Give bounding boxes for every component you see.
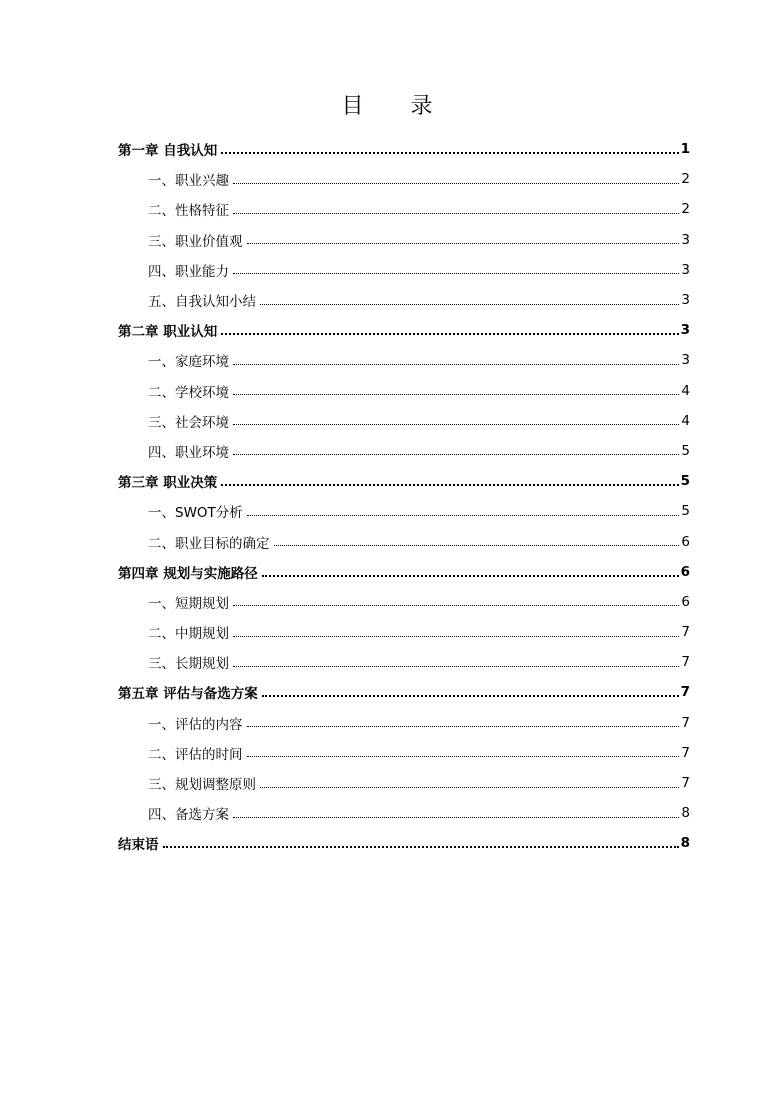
toc-section-entry[interactable]: [118, 255, 690, 285]
dot-leader: [233, 410, 679, 425]
toc-chapter-entry[interactable]: [118, 828, 690, 858]
toc-page-number: 5: [681, 442, 690, 459]
toc-page-number: 2: [681, 201, 690, 218]
dot-leader: [247, 742, 680, 757]
toc-entry-label: 三、长期规划: [148, 656, 229, 673]
toc-section-entry[interactable]: [118, 708, 690, 738]
toc-entry-label: 二、中期规划: [148, 626, 229, 643]
toc-page-number: 3: [680, 322, 690, 339]
dot-leader: [233, 350, 679, 365]
dot-leader: [274, 531, 680, 546]
toc-entry-label: 二、性格特征: [148, 203, 229, 220]
toc-page-number: 5: [680, 473, 690, 490]
toc-section-entry[interactable]: [118, 738, 690, 768]
toc-chapter-entry[interactable]: [118, 677, 690, 707]
dot-leader: [260, 290, 679, 305]
dot-leader: [233, 440, 679, 455]
toc-entry-label: 三、社会环境: [148, 414, 229, 431]
toc-page-number: 3: [681, 261, 690, 278]
toc-section-entry[interactable]: [118, 647, 690, 677]
dot-leader: [221, 138, 678, 154]
dot-leader: [233, 591, 679, 606]
dot-leader: [233, 622, 679, 637]
toc-page-number: 6: [681, 533, 690, 550]
toc-page-number: 6: [681, 593, 690, 610]
toc-section-entry[interactable]: [118, 496, 690, 526]
toc-page-number: 4: [681, 382, 690, 399]
toc-section-entry[interactable]: [118, 345, 690, 375]
dot-leader: [233, 259, 679, 274]
toc-section-entry[interactable]: [118, 436, 690, 466]
toc-entry-label: 一、评估的内容: [148, 716, 243, 733]
toc-section-entry[interactable]: [118, 376, 690, 406]
toc-entry-label: 三、规划调整原则: [148, 777, 256, 794]
toc-chapter-entry[interactable]: [118, 466, 690, 496]
toc-chapter-entry[interactable]: [118, 557, 690, 587]
toc-entry-label: 三、职业价值观: [148, 233, 243, 250]
dot-leader: [221, 319, 678, 335]
toc-section-entry[interactable]: [118, 406, 690, 436]
toc-page-number: 6: [680, 563, 690, 580]
toc-entry-label: 四、备选方案: [148, 807, 229, 824]
dot-leader: [260, 773, 679, 788]
toc-section-entry[interactable]: [118, 768, 690, 798]
toc-page-number: 7: [681, 744, 690, 761]
toc-page-number: 3: [681, 292, 690, 309]
toc-page-number: 7: [680, 684, 690, 701]
toc-entry-label: 五、自我认知小结: [148, 294, 256, 311]
toc-entry-label: 第四章 规划与实施路径: [118, 565, 258, 582]
toc-chapter-entry[interactable]: [118, 134, 690, 164]
dot-leader: [233, 803, 679, 818]
dot-leader: [163, 832, 679, 848]
toc-page-number: 5: [681, 503, 690, 520]
toc-entry-label: 二、学校环境: [148, 384, 229, 401]
toc-page-number: 3: [681, 231, 690, 248]
dot-leader: [233, 199, 679, 214]
dot-leader: [233, 380, 679, 395]
toc-page-number: 1: [680, 141, 690, 158]
toc-entry-label: 四、职业能力: [148, 263, 229, 280]
toc-page-number: 7: [681, 624, 690, 641]
toc-section-entry[interactable]: [118, 587, 690, 617]
dot-leader: [233, 169, 679, 184]
toc-section-entry[interactable]: [118, 194, 690, 224]
toc-entry-label: 四、职业环境: [148, 444, 229, 461]
table-of-contents: [118, 134, 690, 859]
toc-entry-label: 第三章 职业决策: [118, 475, 218, 492]
toc-section-entry[interactable]: [118, 285, 690, 315]
toc-entry-label: 一、家庭环境: [148, 354, 229, 371]
toc-entry-label: 一、职业兴趣: [148, 173, 229, 190]
dot-leader: [247, 712, 680, 727]
toc-page-number: 7: [681, 775, 690, 792]
toc-entry-label: 第一章 自我认知: [118, 143, 218, 160]
toc-entry-label: 第五章 评估与备选方案: [118, 686, 258, 703]
toc-page-number: 8: [680, 835, 690, 852]
dot-leader: [221, 470, 678, 486]
toc-chapter-entry[interactable]: [118, 315, 690, 345]
toc-page-number: 7: [681, 654, 690, 671]
dot-leader: [247, 229, 680, 244]
toc-entry-label: 第二章 职业认知: [118, 324, 218, 341]
toc-section-entry[interactable]: [118, 164, 690, 194]
toc-page-number: 8: [681, 805, 690, 822]
toc-section-entry[interactable]: [118, 225, 690, 255]
toc-entry-label: 结束语: [118, 837, 159, 854]
dot-leader: [247, 501, 680, 516]
toc-entry-label: 二、评估的时间: [148, 746, 243, 763]
dot-leader: [262, 681, 679, 697]
toc-page-number: 2: [681, 171, 690, 188]
dot-leader: [233, 652, 679, 667]
toc-section-entry[interactable]: [118, 617, 690, 647]
toc-entry-label: 一、短期规划: [148, 595, 229, 612]
dot-leader: [262, 561, 679, 577]
toc-page-number: 3: [681, 352, 690, 369]
toc-section-entry[interactable]: [118, 798, 690, 828]
toc-entry-label: 一、SWOT分析: [148, 505, 243, 522]
toc-title: 目 录: [341, 94, 453, 119]
toc-page-number: 4: [681, 412, 690, 429]
toc-entry-label: 二、职业目标的确定: [148, 535, 270, 552]
toc-section-entry[interactable]: [118, 526, 690, 556]
toc-page-number: 7: [681, 714, 690, 731]
